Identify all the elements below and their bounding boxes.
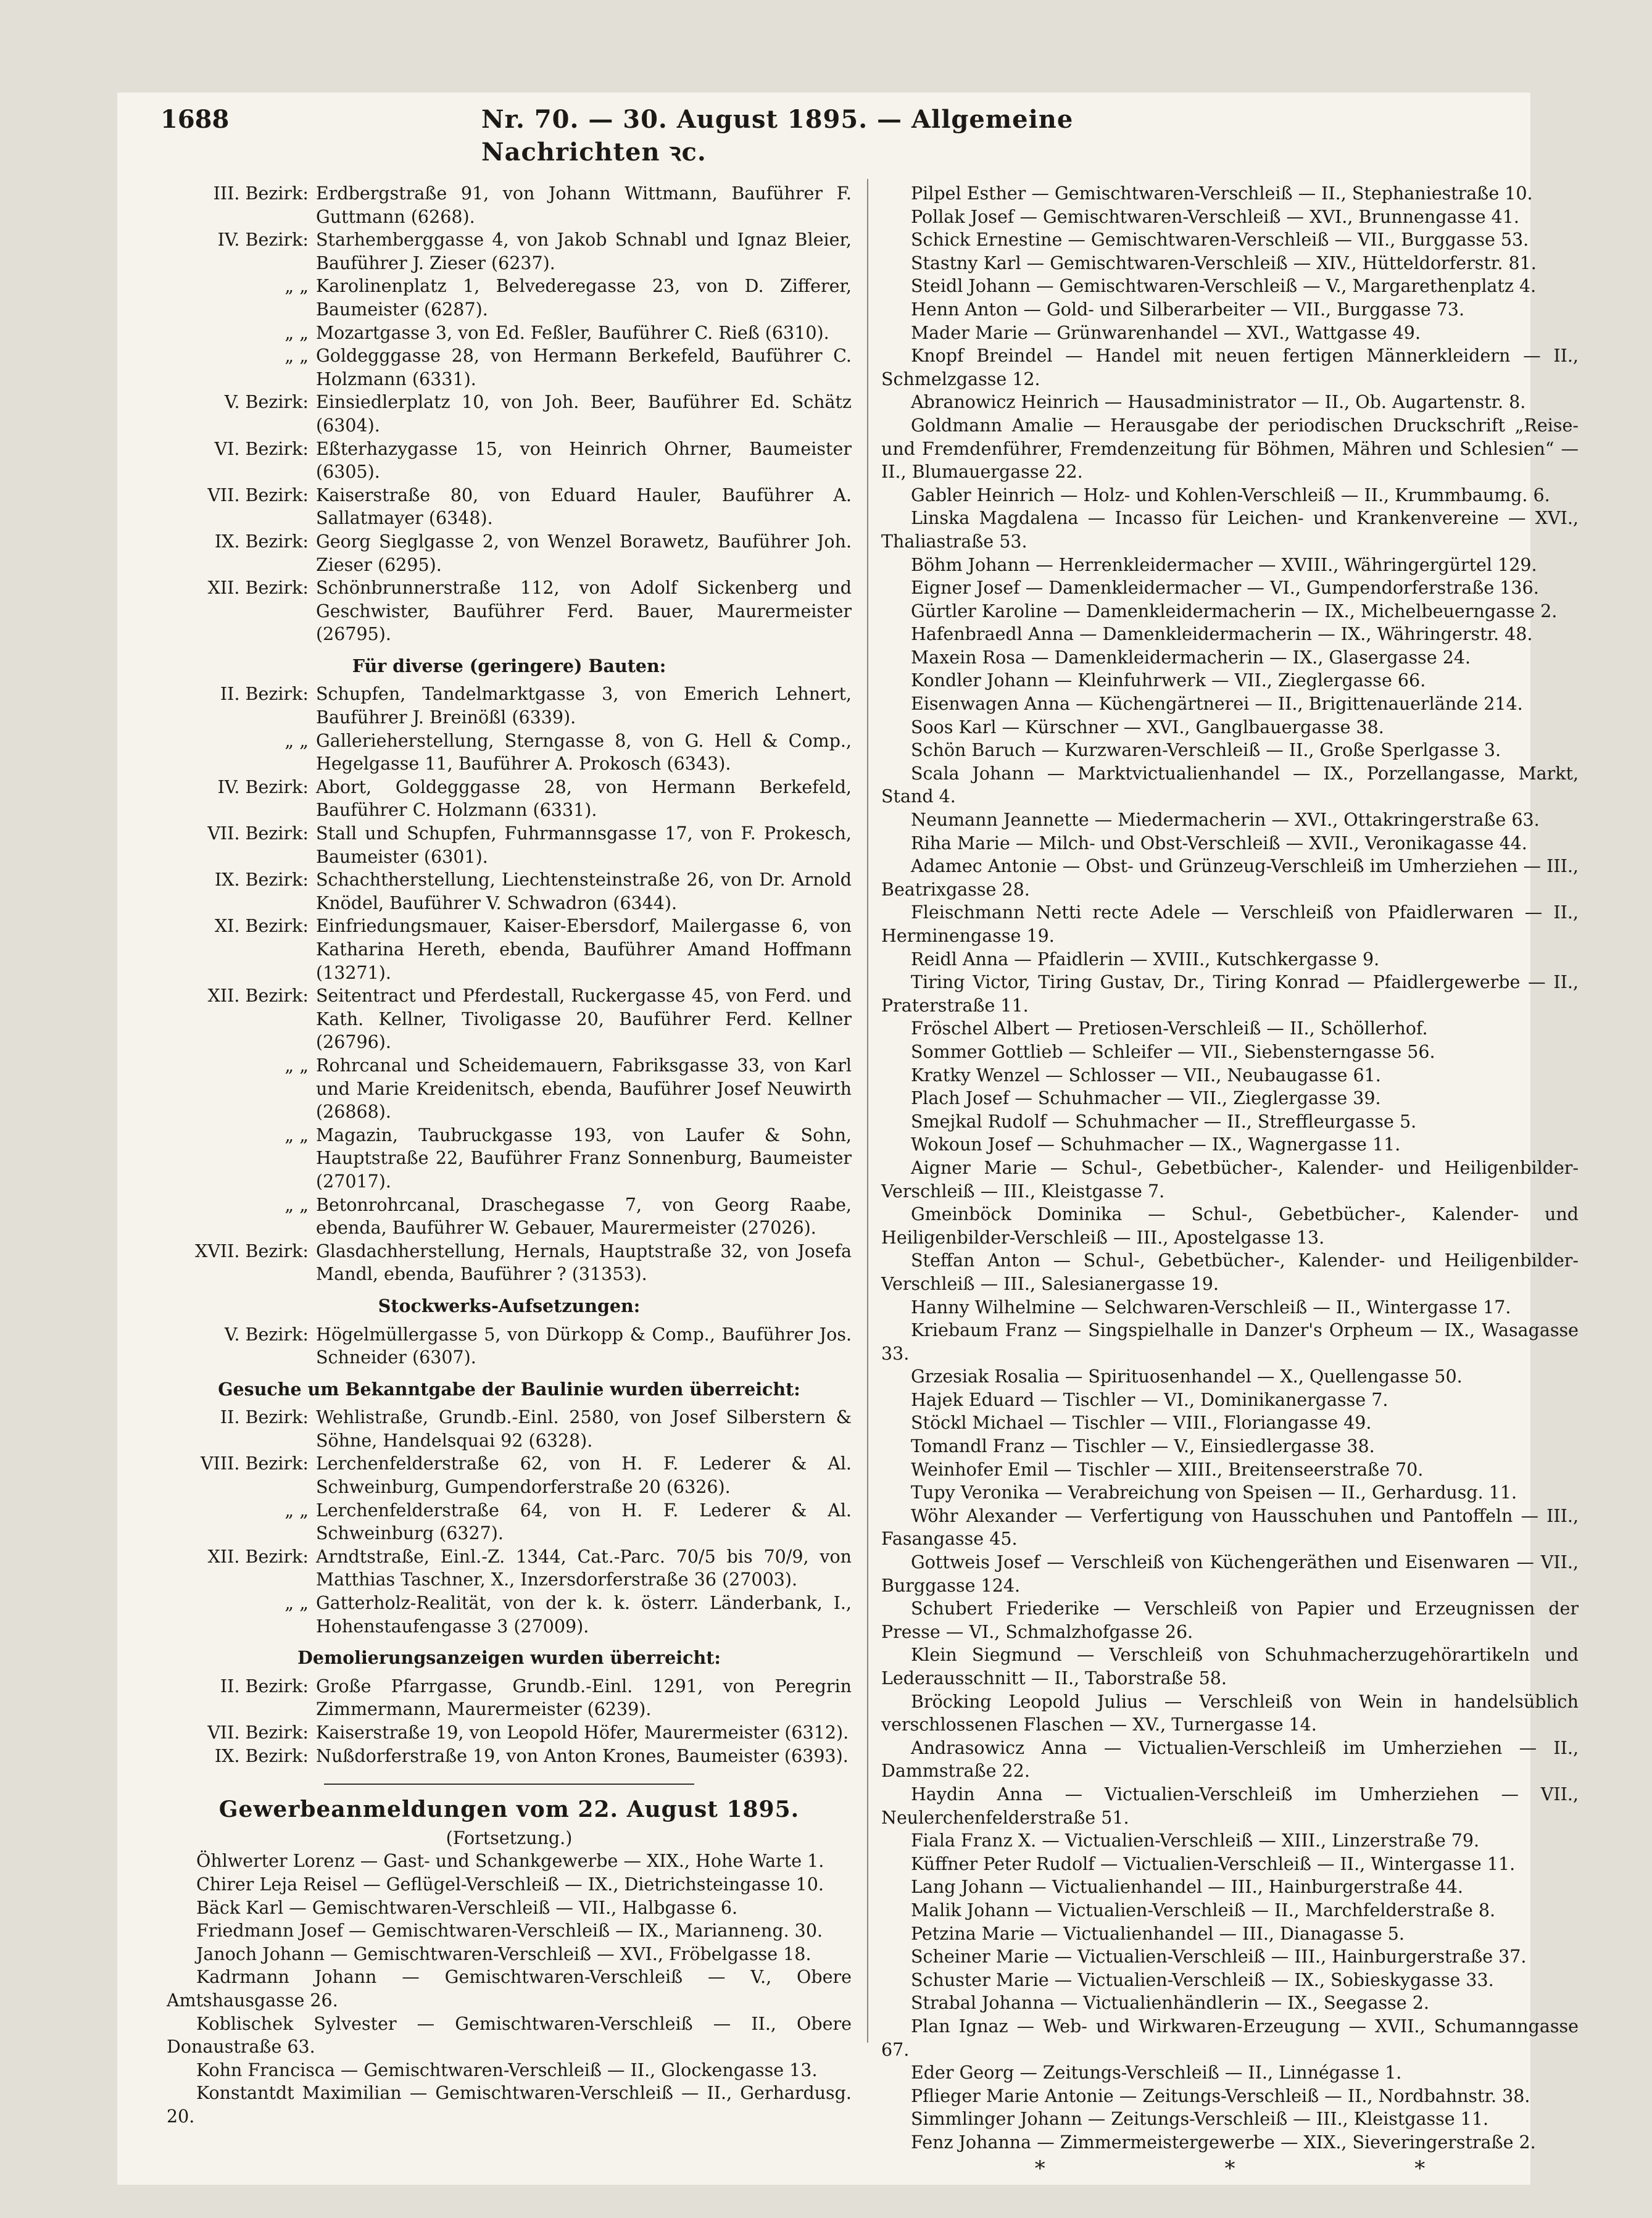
- list-item: [167, 776, 852, 822]
- minor-buildings-list: [167, 683, 852, 1286]
- list-item: [167, 484, 852, 530]
- list-item: Bäck Karl — Gemischtwaren-Verschleiß — VII., Halbgasse 6.: [196, 1897, 738, 1918]
- list-item: Soos Karl — Kürschner — XVI., Ganglbauergasse 38.: [911, 716, 1384, 737]
- list-item: Riha Marie — Milch- und Obst-Verschleiß — XVII., Veronikagasse 44.: [911, 833, 1527, 854]
- list-item: Kohn Francisca — Gemischtwaren-Verschleiß — II., Glockengasse 13.: [196, 2059, 818, 2080]
- list-item: [167, 391, 852, 437]
- list-item: Scheiner Marie — Victualien-Verschleiß — III., Hainburgerstraße 37.: [911, 1946, 1527, 1967]
- list-item: Reidl Anna — Pfaidlerin — XVIII., Kutschkergasse 9.: [911, 949, 1380, 970]
- list-item: Andrasowicz Anna — Victualien-Verschleiß im Umherziehen — II., Dammstraße 22.: [881, 1737, 1579, 1782]
- entry-text: Kaiserstraße 80, von Eduard Hauler, Bauführer A. Sallatmayer (6348).: [316, 484, 852, 529]
- list-item: Schubert Friederike — Verschleiß von Papier und Erzeugnissen der Presse — VI., Schmalzhofgasse 26.: [881, 1598, 1579, 1642]
- district-label: V. Bezirk:: [224, 1324, 309, 1345]
- list-item: Stastny Karl — Gemischtwaren-Verschleiß — XIV., Hütteldorferstr. 81.: [911, 252, 1537, 273]
- entry-text: Rohrcanal und Scheidemauern, Fabriksgasse 33, von Karl und Marie Kreidenitsch, ebenda, Bauführer Josef Neuwirth (26868).: [316, 1055, 852, 1123]
- district-label: II. Bezirk:: [220, 1676, 309, 1697]
- list-item: Petzina Marie — Victualienhandel — III., Dianagasse 5.: [911, 1923, 1405, 1944]
- list-item: Schön Baruch — Kurzwaren-Verschleiß — II., Große Sperlgasse 3.: [911, 740, 1501, 761]
- district-label: VI. Bezirk:: [214, 438, 309, 459]
- district-label: „ „: [284, 346, 309, 367]
- entry-text: Glasdachherstellung, Hernals, Hauptstraße 32, von Josefa Mandl, ebenda, Bauführer ? (31353).: [316, 1240, 852, 1285]
- demolition-notices-list: [167, 1675, 852, 1767]
- list-item: Pollak Josef — Gemischtwaren-Verschleiß — XVI., Brunnengasse 41.: [911, 206, 1519, 227]
- entry-text: Goldegggasse 28, von Hermann Berkefeld, Bauführer C. Holzmann (6331).: [316, 346, 852, 389]
- section-heading-diverse: Für diverse (geringere) Bauten:: [352, 655, 666, 676]
- building-permits-list: [167, 182, 852, 646]
- list-item: Linska Magdalena — Incasso für Leichen- und Krankenvereine — XVI., Thaliastraße 53.: [881, 508, 1579, 552]
- list-item: Mader Marie — Grünwarenhandel — XVI., Wattgasse 49.: [911, 322, 1421, 343]
- list-item: Hafenbraedl Anna — Damenkleidermacherin — IX., Währingerstr. 48.: [911, 624, 1533, 645]
- list-item: Pilpel Esther — Gemischtwaren-Verschleiß — II., Stephaniestraße 10.: [911, 183, 1533, 204]
- list-item: Wokoun Josef — Schuhmacher — IX., Wagnergasse 11.: [911, 1134, 1401, 1155]
- list-item: Scala Johann — Marktvictualienhandel — IX., Porzellangasse, Markt, Stand 4.: [881, 763, 1579, 807]
- list-item: Malik Johann — Victualien-Verschleiß — II., Marchfelderstraße 8.: [911, 1900, 1496, 1921]
- list-item: [167, 868, 852, 915]
- list-item: [167, 1745, 852, 1768]
- list-item: Goldmann Amalie — Herausgabe der periodischen Druckschrift „Reise- und Fremdenführer, Fremdenzeitung für Böhmen, Mähren und Schlesien“ — II., Blumauergasse 22.: [881, 415, 1579, 483]
- trade-registrations-right: [881, 182, 1579, 2154]
- entry-text: Gallerieherstellung, Sterngasse 8, von G. Hell & Comp., Hegelgasse 11, Bauführer A. Prokosch (6343).: [316, 730, 852, 775]
- list-item: Weinhofer Emil — Tischler — XIII., Breitenseerstraße 70.: [911, 1459, 1424, 1480]
- list-item: Maxein Rosa — Damenkleidermacherin — IX., Glasergasse 24.: [911, 647, 1471, 668]
- list-item: Steidl Johann — Gemischtwaren-Verschleiß — V., Margarethenplatz 4.: [911, 276, 1537, 297]
- entry-text: Schupfen, Tandelmarktgasse 3, von Emerich Lehnert, Bauführer J. Breinößl (6339).: [316, 684, 852, 728]
- list-item: [167, 1240, 852, 1286]
- district-label: XI. Bezirk:: [214, 916, 309, 937]
- list-item: Simmlinger Johann — Zeitungs-Verschleiß — III., Kleistgasse 11.: [911, 2109, 1489, 2130]
- list-item: Haydin Anna — Victualien-Verschleiß im Umherziehen — VII., Neulerchenfelderstraße 51.: [881, 1784, 1579, 1828]
- list-item: [167, 1323, 852, 1369]
- entry-text: Einsiedlerplatz 10, von Joh. Beer, Bauführer Ed. Schätz (6304).: [316, 392, 852, 436]
- list-item: [167, 1499, 852, 1545]
- district-label: „ „: [284, 322, 309, 343]
- district-label: „ „: [284, 1124, 309, 1145]
- list-item: Eisenwagen Anna — Küchengärtnerei — II., Brigittenauerlände 214.: [911, 694, 1523, 715]
- entry-text: Abort, Goldegggasse 28, von Hermann Berkefeld, Bauführer C. Holzmann (6331).: [316, 776, 852, 821]
- entry-text: Schachtherstellung, Liechtensteinstraße 26, von Dr. Arnold Knödel, Bauführer V. Schwadron (6344).: [316, 870, 852, 913]
- entry-text: Arndtstraße, Einl.-Z. 1344, Cat.-Parc. 70/5 bis 70/9, von Matthias Taschner, X., Inzersdorferstraße 36 (27003).: [316, 1546, 852, 1590]
- list-item: Schick Ernestine — Gemischtwaren-Verschleiß — VII., Burggasse 53.: [911, 230, 1529, 251]
- list-item: Fiala Franz X. — Victualien-Verschleiß — XIII., Linzerstraße 79.: [911, 1830, 1480, 1851]
- list-item: Gottweis Josef — Verschleiß von Küchengeräthen und Eisenwaren — VII., Burggasse 124.: [881, 1552, 1579, 1596]
- district-label: „ „: [284, 1055, 309, 1076]
- list-item: Gabler Heinrich — Holz- und Kohlen-Verschleiß — II., Krummbaumg. 6.: [911, 484, 1550, 505]
- list-item: [167, 438, 852, 484]
- district-label: VII. Bezirk:: [207, 484, 309, 505]
- list-item: Tiring Victor, Tiring Gustav, Dr., Tiring Konrad — Pfaidlergewerbe — II., Praterstraße 11.: [881, 972, 1579, 1016]
- district-label: „ „: [284, 276, 309, 297]
- entry-text: Mozartgasse 3, von Ed. Feßler, Bauführer C. Rieß (6310).: [316, 322, 829, 343]
- entry-text: Högelmüllergasse 5, von Dürkopp & Comp., Bauführer Jos. Schneider (6307).: [316, 1324, 852, 1368]
- district-label: III. Bezirk:: [213, 183, 309, 204]
- section-heading-stockwerk: Stockwerks-Aufsetzungen:: [378, 1295, 641, 1316]
- district-label: XII. Bezirk:: [207, 1546, 309, 1567]
- list-item: Gürtler Karoline — Damenkleidermacherin — IX., Michelbeuerngasse 2.: [911, 600, 1558, 621]
- left-column: [167, 182, 852, 2129]
- list-item: Tomandl Franz — Tischler — V., Einsiedlergasse 38.: [911, 1436, 1375, 1457]
- list-item: Lang Johann — Victualienhandel — III., Hainburgerstraße 44.: [911, 1877, 1463, 1898]
- entry-text: Seitentract und Pferdestall, Ruckergasse 45, von Ferd. und Kath. Kellner, Tivoligasse 20, Bauführer Ferd. Kellner (26796).: [316, 986, 852, 1053]
- list-item: Wöhr Alexander — Verfertigung von Hausschuhen und Pantoffeln — III., Fasangasse 45.: [881, 1505, 1579, 1550]
- district-label: „ „: [284, 1593, 309, 1614]
- list-item: Neumann Jeannette — Miedermacherin — XVI., Ottakringerstraße 63.: [911, 810, 1540, 831]
- section-heading-gewerbe: Gewerbeanmeldungen vom 22. August 1895.: [218, 1796, 800, 1823]
- list-item: [167, 1194, 852, 1240]
- list-item: Strabal Johanna — Victualienhändlerin — IX., Seegasse 2.: [911, 1993, 1429, 2014]
- district-label: VIII. Bezirk:: [201, 1453, 309, 1474]
- entry-text: Einfriedungsmauer, Kaiser-Ebersdorf, Mailergasse 6, von Katharina Hereth, ebenda, Bauführer Amand Hoffmann (13271).: [316, 916, 852, 983]
- list-item: Öhlwerter Lorenz — Gast- und Schankgewerbe — XIX., Hohe Warte 1.: [196, 1851, 824, 1872]
- list-item: [167, 1675, 852, 1721]
- list-item: [167, 275, 852, 321]
- entry-text: Wehlistraße, Grundb.-Einl. 2580, von Josef Silberstern & Söhne, Handelsquai 92 (6328).: [316, 1407, 852, 1451]
- district-label: IX. Bezirk:: [214, 870, 309, 891]
- entry-text: Betonrohrcanal, Draschegasse 7, von Georg Raabe, ebenda, Bauführer W. Gebauer, Maurermeister (27026).: [316, 1194, 852, 1239]
- entry-text: Eßterhazygasse 15, von Heinrich Ohrner, Baumeister (6305).: [316, 438, 852, 483]
- list-item: [167, 1406, 852, 1452]
- list-item: Bröcking Leopold Julius — Verschleiß von Wein in handelsüblich verschlossenen Flaschen — XV., Turnergasse 14.: [881, 1691, 1579, 1735]
- list-item: Kriebaum Franz — Singspielhalle in Danzer's Orpheum — IX., Wasagasse 33.: [881, 1320, 1579, 1364]
- list-item: Steffan Anton — Schul-, Gebetbücher-, Kalender- und Heiligenbilder-Verschleiß — III., Salesianergasse 19.: [881, 1250, 1579, 1294]
- page-title: Nr. 70. — 30. August 1895. — Allgemeine Nachrichten ꝛc.: [481, 105, 1074, 167]
- end-asterisks: * * *: [1034, 2156, 1512, 2182]
- list-item: Klein Siegmund — Verschleiß von Schuhmacherzugehörartikeln und Lederausschnitt — II., Taborstraße 58.: [881, 1645, 1579, 1688]
- list-item: Böhm Johann — Herrenkleidermacher — XVIII., Währingergürtel 129.: [911, 554, 1537, 575]
- list-item: Hanny Wilhelmine — Selchwaren-Verschleiß — II., Wintergasse 17.: [911, 1297, 1511, 1318]
- list-item: [167, 1592, 852, 1638]
- list-item: Eigner Josef — Damenkleidermacher — VI., Gumpendorferstraße 136.: [911, 578, 1539, 599]
- running-header: [160, 105, 1197, 167]
- list-item: Plach Josef — Schuhmacher — VII., Zieglergasse 39.: [911, 1088, 1381, 1109]
- entry-text: Starhemberggasse 4, von Jakob Schnabl und Ignaz Bleier, Bauführer J. Zieser (6237).: [316, 230, 852, 273]
- list-item: Kondler Johann — Kleinfuhrwerk — VII., Zieglergasse 66.: [911, 670, 1426, 691]
- district-label: IV. Bezirk:: [217, 776, 309, 797]
- list-item: Küffner Peter Rudolf — Victualien-Verschleiß — II., Wintergasse 11.: [911, 1853, 1516, 1874]
- list-item: Plan Ignaz — Web- und Wirkwaren-Erzeugung — XVII., Schumanngasse 67.: [881, 2016, 1579, 2060]
- list-item: Koblischek Sylvester — Gemischtwaren-Verschleiß — II., Obere Donaustraße 63.: [167, 2013, 852, 2058]
- list-item: Chirer Leja Reisel — Geflügel-Verschleiß — IX., Dietrichsteingasse 10.: [196, 1874, 824, 1895]
- entry-text: Schönbrunnerstraße 112, von Adolf Sickenberg und Geschwister, Bauführer Ferd. Bauer, Maurermeister (26795).: [316, 578, 852, 645]
- entry-text: Nußdorferstraße 19, von Anton Krones, Baumeister (6393).: [316, 1745, 849, 1766]
- entry-text: Kaiserstraße 19, von Leopold Höfer, Maurermeister (6312).: [316, 1722, 849, 1743]
- column-divider: [867, 179, 868, 2043]
- section-rule: [324, 1784, 694, 1785]
- list-item: [167, 822, 852, 868]
- list-item: Schuster Marie — Victualien-Verschleiß — IX., Sobieskygasse 33.: [911, 1969, 1494, 1990]
- list-item: [167, 915, 852, 984]
- list-item: Kadrmann Johann — Gemischtwaren-Verschleiß — V., Obere Amtshausgasse 26.: [167, 1967, 852, 2011]
- list-item: Knopf Breindel — Handel mit neuen fertigen Männerkleidern — II., Schmelzgasse 12.: [881, 346, 1579, 389]
- list-item: [167, 729, 852, 776]
- list-item: [167, 530, 852, 576]
- district-label: „ „: [284, 1194, 309, 1215]
- list-item: [167, 182, 852, 228]
- list-item: Pflieger Marie Antonie — Zeitungs-Verschleiß — II., Nordbahnstr. 38.: [911, 2085, 1530, 2106]
- continuation-note: (Fortsetzung.): [446, 1827, 573, 1848]
- storey-additions-list: [167, 1323, 852, 1369]
- list-item: Aigner Marie — Schul-, Gebetbücher-, Kalender- und Heiligenbilder-Verschleiß — III., Kleistgasse 7.: [881, 1157, 1579, 1202]
- entry-text: Erdbergstraße 91, von Johann Wittmann, Bauführer F. Guttmann (6268).: [316, 183, 852, 227]
- entry-text: Magazin, Taubruckgasse 193, von Laufer & Sohn, Hauptstraße 22, Bauführer Franz Sonnenburg, Baumeister (27017).: [316, 1124, 852, 1192]
- section-heading-baulinie: Gesuche um Bekanntgabe der Baulinie wurden überreicht:: [218, 1378, 800, 1400]
- list-item: [167, 1545, 852, 1592]
- trade-registrations-left: [167, 1850, 852, 2128]
- list-item: Henn Anton — Gold- und Silberarbeiter — VII., Burggasse 73.: [911, 299, 1465, 320]
- list-item: [167, 322, 852, 345]
- list-item: Hajek Eduard — Tischler — VI., Dominikanergasse 7.: [911, 1389, 1388, 1410]
- list-item: Fröschel Albert — Pretiosen-Verschleiß — II., Schöllerhof.: [911, 1018, 1428, 1039]
- district-label: II. Bezirk:: [220, 684, 309, 705]
- list-item: Kratky Wenzel — Schlosser — VII., Neubaugasse 61.: [911, 1065, 1381, 1086]
- district-label: XII. Bezirk:: [207, 986, 309, 1007]
- list-item: [167, 1452, 852, 1498]
- list-item: Konstantdt Maximilian — Gemischtwaren-Verschleiß — II., Gerhardusg. 20.: [167, 2083, 852, 2127]
- list-item: [167, 1124, 852, 1194]
- district-label: XII. Bezirk:: [207, 578, 309, 599]
- list-item: Fleischmann Netti recte Adele — Verschleiß von Pfaidlerwaren — II., Herminengasse 19.: [881, 902, 1579, 946]
- district-label: II. Bezirk:: [220, 1407, 309, 1428]
- entry-text: Karolinenplatz 1, Belvederegasse 23, von D. Zifferer, Baumeister (6287).: [316, 276, 852, 320]
- list-item: Stöckl Michael — Tischler — VIII., Floriangasse 49.: [911, 1413, 1372, 1434]
- list-item: Eder Georg — Zeitungs-Verschleiß — II., Linnégasse 1.: [911, 2062, 1402, 2083]
- district-label: IX. Bezirk:: [214, 531, 309, 552]
- district-label: XVII. Bezirk:: [195, 1240, 309, 1261]
- building-line-requests-list: [167, 1406, 852, 1638]
- entry-text: Lerchenfelderstraße 64, von H. F. Lederer & Al. Schweinburg (6327).: [316, 1500, 852, 1544]
- district-label: „ „: [284, 1500, 309, 1521]
- list-item: Abranowicz Heinrich — Hausadministrator — II., Ob. Augartenstr. 8.: [911, 392, 1526, 413]
- list-item: [167, 576, 852, 646]
- list-item: Grzesiak Rosalia — Spirituosenhandel — X., Quellengasse 50.: [911, 1366, 1463, 1387]
- district-label: „ „: [284, 730, 309, 751]
- district-label: VII. Bezirk:: [207, 823, 309, 844]
- entry-text: Große Pfarrgasse, Grundb.-Einl. 1291, von Peregrin Zimmermann, Maurermeister (6239).: [316, 1676, 852, 1720]
- entry-text: Stall und Schupfen, Fuhrmannsgasse 17, von F. Prokesch, Baumeister (6301).: [316, 823, 852, 867]
- list-item: [167, 683, 852, 729]
- entry-text: Lerchenfelderstraße 62, von H. F. Lederer & Al. Schweinburg, Gumpendorferstraße 20 (6326).: [316, 1453, 852, 1498]
- list-item: [167, 228, 852, 275]
- district-label: VII. Bezirk:: [207, 1722, 309, 1743]
- list-item: Sommer Gottlieb — Schleifer — VII., Siebensterngasse 56.: [911, 1041, 1435, 1062]
- list-item: Friedmann Josef — Gemischtwaren-Verschleiß — IX., Marianneng. 30.: [196, 1921, 823, 1942]
- list-item: [167, 344, 852, 391]
- district-label: IV. Bezirk:: [217, 230, 309, 251]
- list-item: [167, 1054, 852, 1124]
- entry-text: Georg Sieglgasse 2, von Wenzel Borawetz, Bauführer Joh. Zieser (6295).: [316, 531, 852, 575]
- right-column: [881, 182, 1579, 2181]
- section-heading-demolierung: Demolierungsanzeigen wurden überreicht:: [297, 1647, 721, 1669]
- list-item: Fenz Johanna — Zimmermeistergewerbe — XIX., Sieveringerstraße 2.: [911, 2132, 1536, 2153]
- list-item: Gmeinböck Dominika — Schul-, Gebetbücher-, Kalender- und Heiligenbilder-Verschleiß — III., Apostelgasse 13.: [881, 1204, 1579, 1248]
- list-item: Smejkal Rudolf — Schuhmacher — II., Streffleurgasse 5.: [911, 1111, 1417, 1132]
- entry-text: Gatterholz-Realität, von der k. k. österr. Länderbank, I., Hohenstaufengasse 3 (27009).: [316, 1593, 852, 1637]
- list-item: Janoch Johann — Gemischtwaren-Verschleiß — XVI., Fröbelgasse 18.: [196, 1943, 811, 1964]
- district-label: V. Bezirk:: [224, 392, 309, 413]
- list-item: [167, 984, 852, 1054]
- list-item: [167, 1721, 852, 1745]
- list-item: Tupy Veronika — Verabreichung von Speisen — II., Gerhardusg. 11.: [911, 1482, 1517, 1503]
- district-label: IX. Bezirk:: [214, 1745, 309, 1766]
- page-number: 1688: [160, 105, 230, 134]
- list-item: Adamec Antonie — Obst- und Grünzeug-Verschleiß im Umherziehen — III., Beatrixgasse 28.: [881, 856, 1579, 900]
